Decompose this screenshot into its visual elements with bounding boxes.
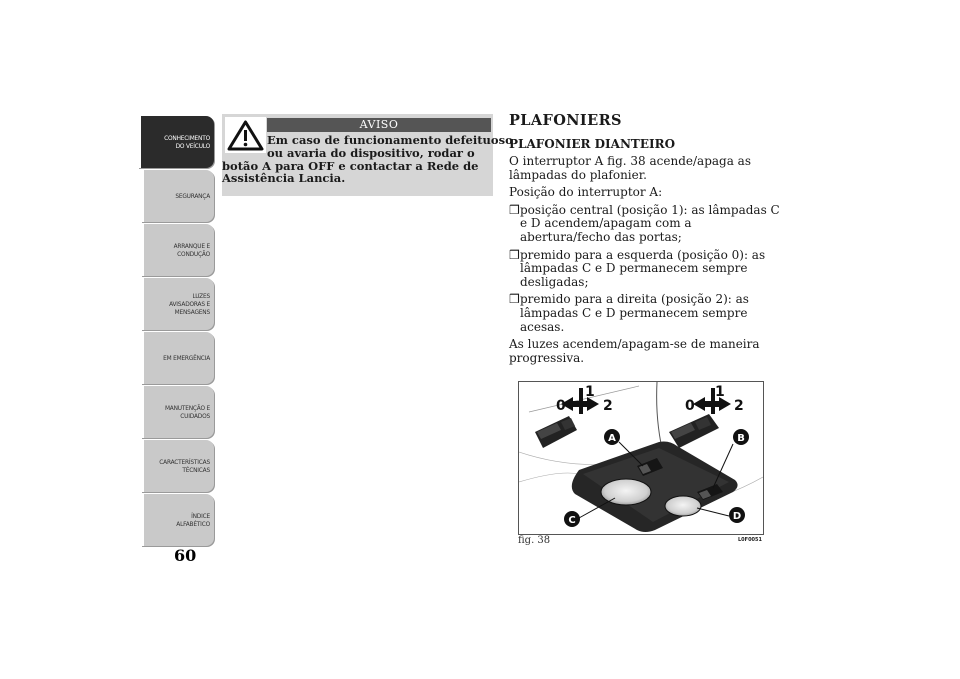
tab-conhecimento[interactable]: CONHECIMENTO DO VEÍCULO — [138, 116, 214, 168]
tab-manutencao[interactable]: MANUTENÇÃO E CUIDADOS — [141, 386, 214, 438]
right-pos2-label: 2 — [734, 398, 744, 414]
left-pos1-label: 1 — [585, 384, 595, 400]
tab-emergencia[interactable]: EM EMERGÊNCIA — [141, 332, 214, 384]
tab-seguranca[interactable]: SEGURANÇA — [141, 170, 214, 222]
list-item: ❒ posição central (posição 1): as lâmpadas C e D acendem/apagam com a abertura/fecho das portas; — [509, 202, 780, 244]
right-pos0-label: 0 — [685, 398, 695, 414]
list-item: ❒ premido para a esquerda (posição 0): as lâmpadas C e D permanecem sempre desligadas; — [509, 247, 766, 289]
callout-d: D — [732, 511, 742, 522]
right-pos1-label: 1 — [715, 384, 725, 400]
left-pos0-label: 0 — [556, 398, 566, 414]
tab-arranque[interactable]: ARRANQUE E CONDUÇÃO — [141, 224, 214, 276]
tab-luzes[interactable]: LUZES AVISADORAS E MENSAGENS — [141, 278, 214, 330]
position-label: Posição do interruptor A: — [509, 185, 663, 200]
warning-title: AVISO — [267, 118, 491, 132]
list-item: ❒ premido para a direita (posição 2): as lâmpadas C e D permanecem sempre acesas. — [509, 292, 749, 334]
section-title: PLAFONIERS — [509, 112, 622, 129]
tab-caracteristicas[interactable]: CARACTERÍSTICAS TÉCNICAS — [141, 440, 214, 492]
figure-code: L0F0051 — [738, 537, 762, 543]
main-content — [509, 112, 784, 369]
intro-paragraph: O interruptor A fig. 38 acende/apaga as lâmpadas do plafonier. — [509, 154, 751, 182]
callout-c: C — [568, 515, 576, 526]
warning-box — [222, 114, 513, 196]
section-subtitle: PLAFONIER DIANTEIRO — [509, 137, 676, 151]
callout-a: A — [608, 433, 616, 444]
warning-text: Em caso de funcionamento defeituoso ou avaria do dispositivo, rodar o botão A para OFF e contactar a Rede de Assistência Lancia. — [222, 133, 513, 186]
figure-caption: fig. 38 — [518, 535, 551, 546]
left-pos2-label: 2 — [603, 398, 613, 414]
plafonier-illustration — [519, 382, 763, 534]
tab-indice[interactable]: ÍNDICE ALFABÉTICO — [141, 494, 214, 546]
callout-b: B — [737, 433, 745, 444]
outro-paragraph: As luzes acendem/apagam-se de maneira progressiva. — [509, 337, 760, 365]
page-number: 60 — [174, 546, 197, 565]
figure-38 — [518, 381, 764, 535]
